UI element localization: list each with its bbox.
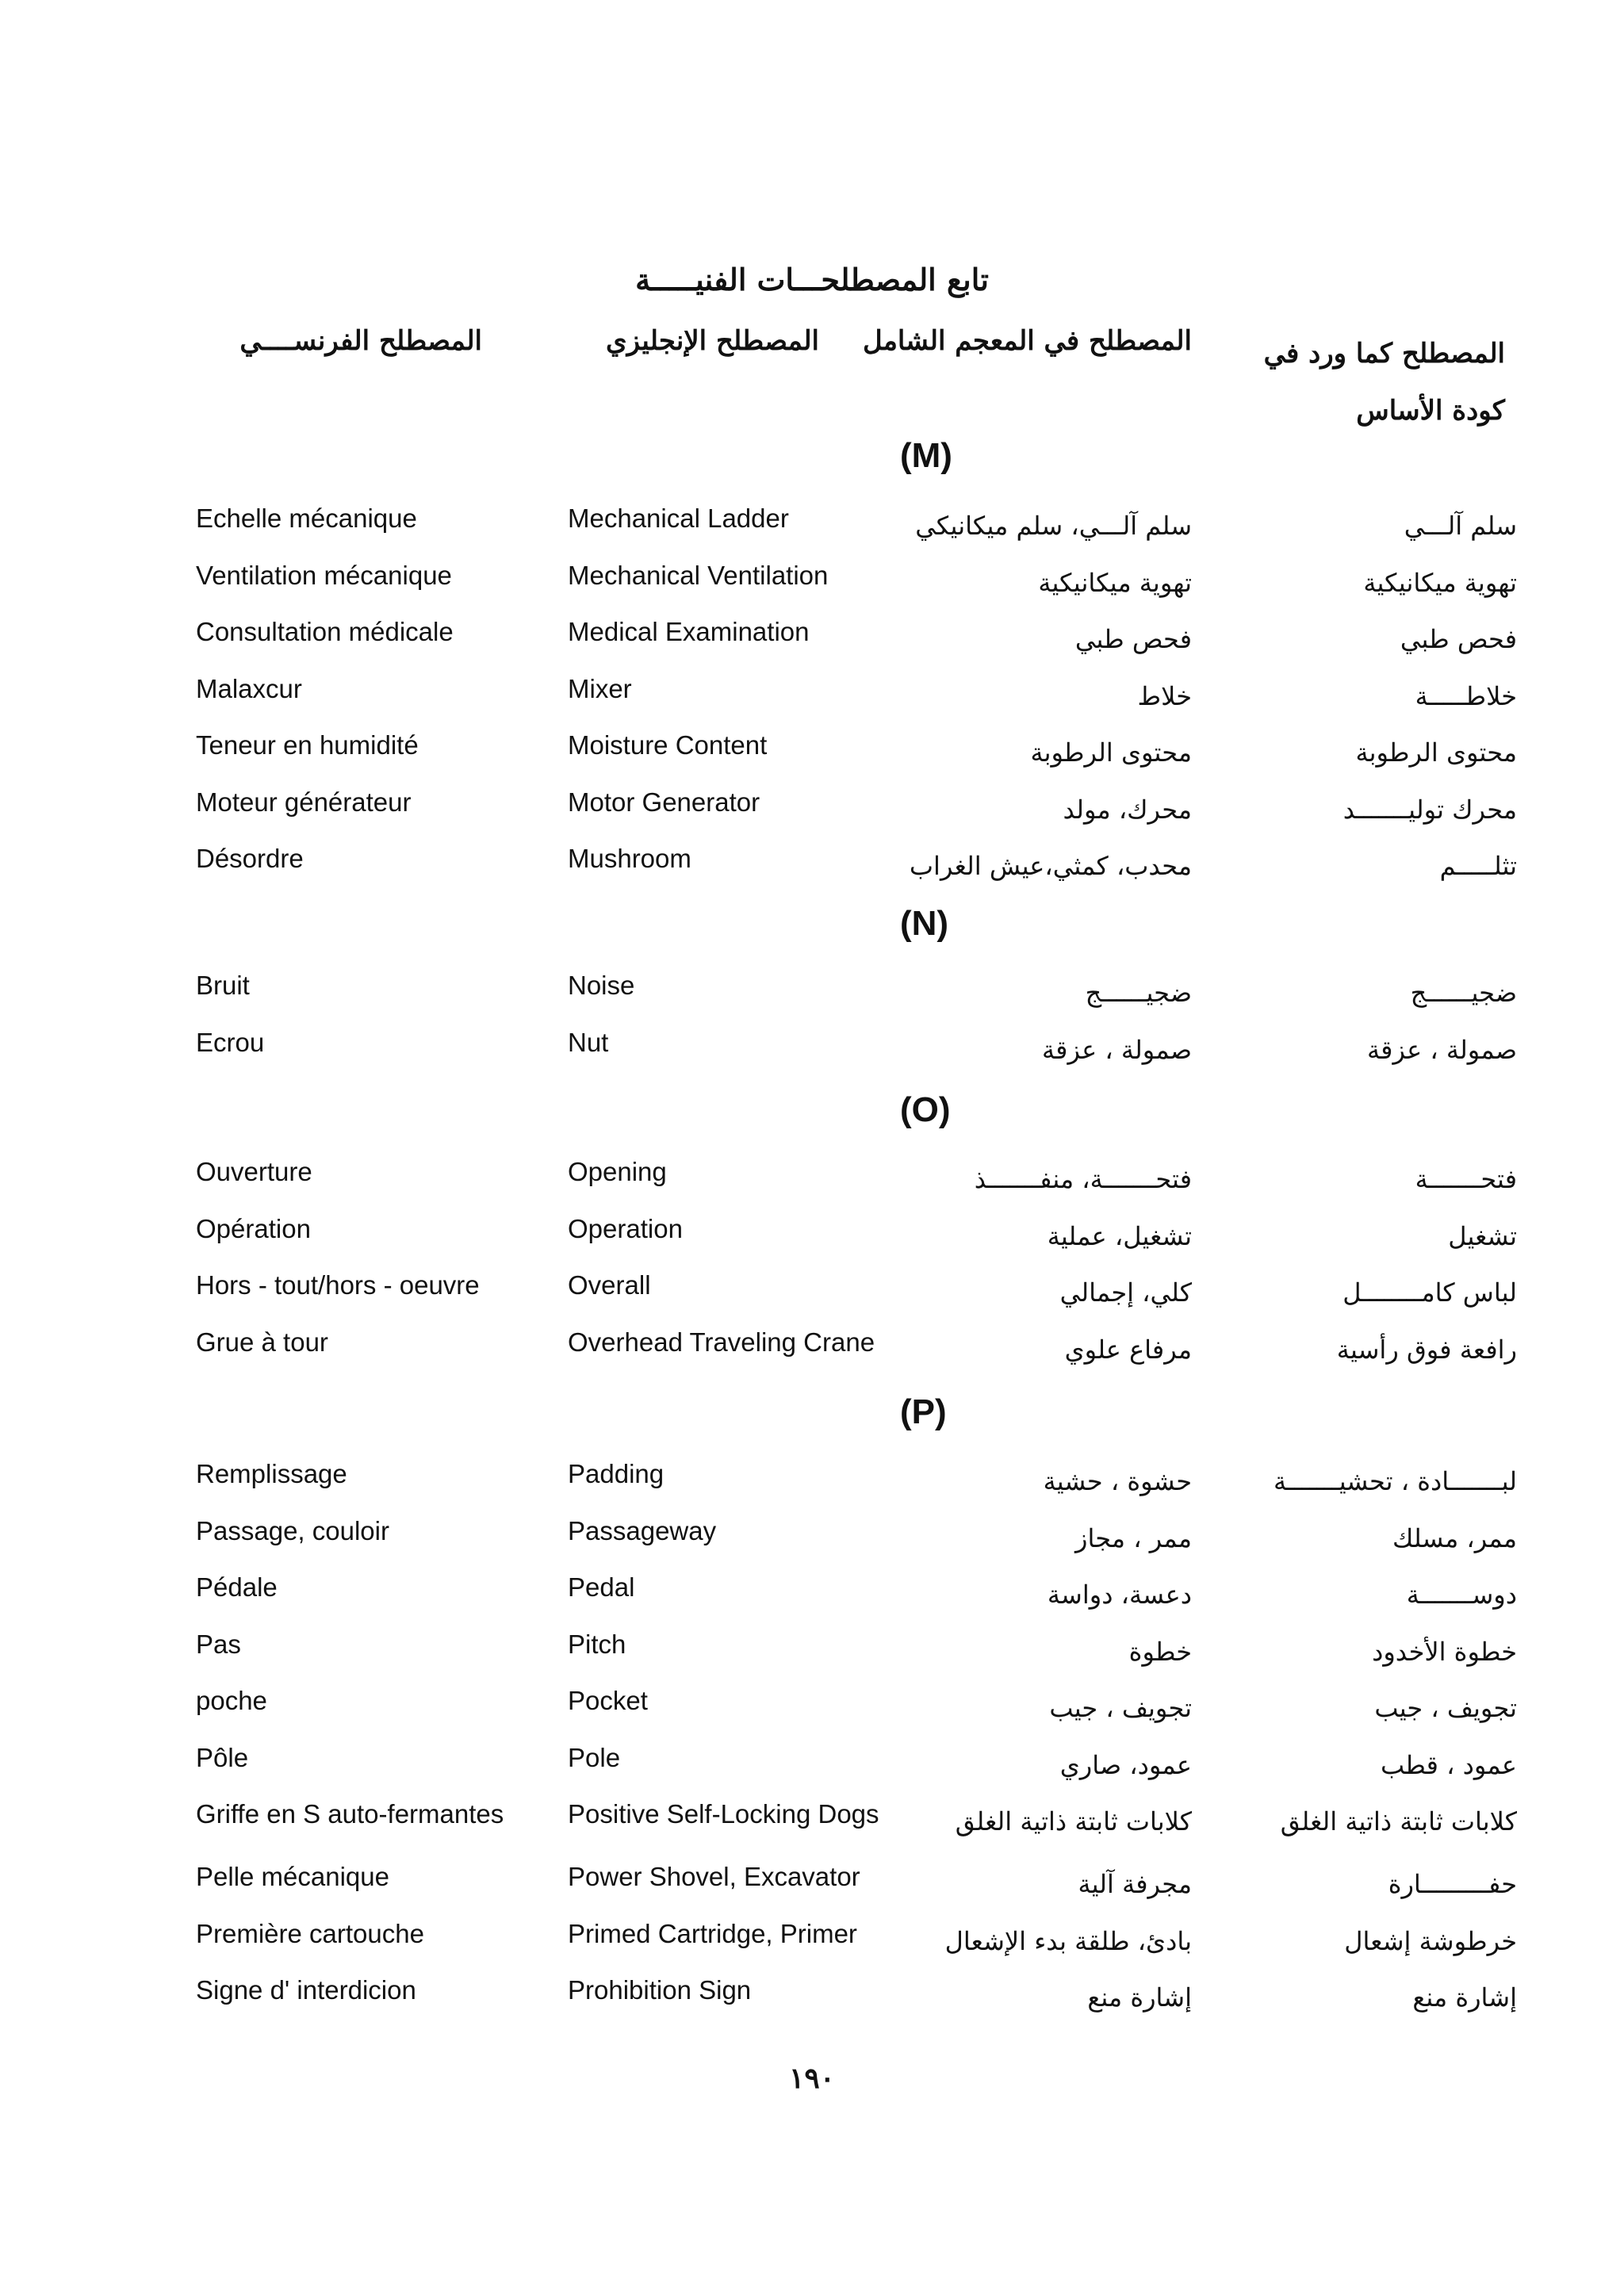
english-term: Primed Cartridge, Primer (568, 1919, 857, 1948)
french-term: Ventilation mécanique (196, 561, 452, 590)
english-term: Mechanical Ventilation (568, 561, 829, 590)
arabic-code-term: خلاطـــــة (1415, 681, 1517, 711)
arabic-comprehensive-term: حشوة ، حشية (1043, 1466, 1192, 1496)
glossary-row (0, 674, 1624, 730)
glossary-row (0, 1743, 1624, 1798)
french-term: Première cartouche (196, 1919, 424, 1948)
page-number: ١٩٠ (788, 2062, 835, 2095)
english-term: Mushroom (568, 844, 691, 873)
arabic-comprehensive-term: صمولة ، عزقة (1042, 1035, 1192, 1065)
french-term: poche (196, 1686, 267, 1715)
arabic-code-term: رافعة فوق رأسية (1336, 1335, 1517, 1365)
arabic-code-term: ضجيــــــج (1410, 978, 1517, 1008)
english-term: Medical Examination (568, 617, 810, 646)
glossary-row (0, 1572, 1624, 1628)
arabic-code-term: إشارة منع (1412, 1982, 1517, 2013)
arabic-code-term: ممر، مسلك (1392, 1523, 1517, 1553)
english-term: Passageway (568, 1516, 717, 1545)
arabic-comprehensive-term: خطوة (1128, 1637, 1192, 1667)
french-term: Signe d' interdicion (196, 1975, 416, 2005)
english-term: Motor Generator (568, 787, 760, 817)
glossary-row (0, 617, 1624, 672)
french-term: Teneur en humidité (196, 730, 419, 760)
arabic-comprehensive-term: مجرفة آلية (1078, 1869, 1192, 1899)
french-term: Griffe en S auto-fermantes (196, 1799, 504, 1829)
arabic-comprehensive-term: محتوى الرطوبة (1030, 737, 1192, 768)
glossary-row (0, 561, 1624, 616)
section-letter-n: (N) (900, 904, 949, 943)
french-term: Grue à tour (196, 1327, 328, 1357)
arabic-code-term: تشغيل (1448, 1221, 1517, 1251)
arabic-comprehensive-term: مرفاع علوي (1064, 1335, 1192, 1365)
arabic-code-term: محتوى الرطوبة (1355, 737, 1517, 768)
arabic-code-term: خطوة الأخدود (1372, 1637, 1517, 1667)
french-term: Remplissage (196, 1459, 347, 1488)
french-term: Ouverture (196, 1157, 312, 1186)
glossary-row (0, 1327, 1624, 1383)
glossary-row (0, 730, 1624, 786)
arabic-comprehensive-term: تجويف ، جيب (1049, 1693, 1192, 1723)
french-term: Pédale (196, 1572, 278, 1602)
english-term: Mixer (568, 674, 632, 703)
french-term: Bruit (196, 971, 250, 1000)
page-title: تابع المصطلحـــات الفنيـــــة (635, 262, 989, 297)
english-term: Operation (568, 1214, 683, 1243)
glossary-row (0, 1459, 1624, 1515)
arabic-code-term: صمولة ، عزقة (1367, 1035, 1517, 1065)
french-term: Pelle mécanique (196, 1862, 389, 1891)
arabic-code-term: حفـــــــــارة (1388, 1869, 1517, 1899)
english-term: Pole (568, 1743, 621, 1772)
french-term: Consultation médicale (196, 617, 454, 646)
glossary-row (0, 1862, 1624, 1917)
glossary-row (0, 1799, 1624, 1855)
arabic-comprehensive-term: إشارة منع (1087, 1982, 1192, 2013)
english-term: Pocket (568, 1686, 648, 1715)
glossary-row (0, 1270, 1624, 1326)
glossary-row (0, 504, 1624, 559)
english-term: Power Shovel, Excavator (568, 1862, 860, 1891)
arabic-comprehensive-term: فحص طبي (1074, 624, 1192, 654)
arabic-comprehensive-term: خلاط (1137, 681, 1192, 711)
french-term: Ecrou (196, 1028, 265, 1057)
french-term: Malaxcur (196, 674, 302, 703)
english-term: Moisture Content (568, 730, 768, 760)
arabic-comprehensive-term: محرك، مولد (1063, 795, 1192, 825)
arabic-comprehensive-term: كلابات ثابتة ذاتية الغلق (955, 1806, 1192, 1836)
glossary-row (0, 844, 1624, 899)
english-term: Positive Self-Locking Dogs (568, 1799, 879, 1829)
french-term: Désordre (196, 844, 304, 873)
english-term: Overall (568, 1270, 651, 1300)
glossary-row (0, 1516, 1624, 1572)
header-arabic-code-term: المصطلح كما ورد في كودة الأساس (1263, 338, 1505, 427)
arabic-code-term: كلابات ثابتة ذاتية الغلق (1280, 1806, 1517, 1836)
english-term: Pitch (568, 1630, 626, 1659)
arabic-code-term: لبـــــــادة ، تحشيـــــــة (1273, 1466, 1517, 1496)
french-term: Echelle mécanique (196, 504, 417, 533)
arabic-comprehensive-term: ضجيــــــج (1085, 978, 1192, 1008)
arabic-code-term: عمود ، قطب (1380, 1750, 1517, 1780)
english-term: Overhead Traveling Crane (568, 1327, 875, 1357)
english-term: Opening (568, 1157, 667, 1186)
english-term: Padding (568, 1459, 665, 1488)
glossary-row (0, 1975, 1624, 2031)
header-french-term: المصطلح الفرنســــي (239, 325, 482, 357)
glossary-row (0, 787, 1624, 843)
english-term: Nut (568, 1028, 609, 1057)
glossary-row (0, 1630, 1624, 1685)
glossary-row (0, 1919, 1624, 1974)
arabic-code-term: لباس كامــــــــل (1342, 1277, 1517, 1308)
arabic-comprehensive-term: بادئ، طلقة بدء الإشعال (944, 1926, 1192, 1956)
section-letter-o: (O) (900, 1090, 951, 1129)
arabic-comprehensive-term: تهوية ميكانيكية (1038, 568, 1192, 598)
english-term: Prohibition Sign (568, 1975, 752, 2005)
arabic-comprehensive-term: ممر ، مجاز (1075, 1523, 1192, 1553)
arabic-comprehensive-term: كلي، إجمالي (1059, 1277, 1192, 1308)
glossary-row (0, 1028, 1624, 1083)
english-term: Pedal (568, 1572, 635, 1602)
arabic-comprehensive-term: تشغيل، عملية (1047, 1221, 1192, 1251)
glossary-row (0, 1157, 1624, 1212)
english-term: Noise (568, 971, 635, 1000)
arabic-code-term: خرطوشة إشعال (1344, 1926, 1517, 1956)
section-letter-m: (M) (900, 436, 952, 475)
header-english-term: المصطلح الإنجليزي (605, 325, 819, 357)
arabic-code-term: دوســـــــة (1406, 1580, 1517, 1610)
arabic-comprehensive-term: محدب، كمثي،عيش الغراب (909, 851, 1192, 881)
arabic-comprehensive-term: دعسة، دواسة (1047, 1580, 1192, 1610)
arabic-code-term: فحص طبي (1400, 624, 1517, 654)
arabic-code-term: تجويف ، جيب (1374, 1693, 1517, 1723)
arabic-comprehensive-term: فتحـــــــة، منفـــــــذ (974, 1164, 1192, 1194)
french-term: Pas (196, 1630, 241, 1659)
glossary-row (0, 971, 1624, 1026)
french-term: Hors - tout/hors - oeuvre (196, 1270, 480, 1300)
english-term: Mechanical Ladder (568, 504, 789, 533)
arabic-code-term: فتحـــــــة (1415, 1164, 1517, 1194)
arabic-comprehensive-term: عمود، صاري (1059, 1750, 1192, 1780)
arabic-code-term: سلم آلـــي (1404, 511, 1517, 541)
section-letter-p: (P) (900, 1392, 947, 1431)
french-term: Opération (196, 1214, 311, 1243)
french-term: Pôle (196, 1743, 249, 1772)
header-arabic-comprehensive-term: المصطلح في المعجم الشامل (862, 325, 1192, 357)
glossary-row (0, 1214, 1624, 1270)
arabic-code-term: محرك توليـــــــد (1342, 795, 1517, 825)
french-term: Moteur générateur (196, 787, 412, 817)
arabic-code-term: تهوية ميكانيكية (1363, 568, 1517, 598)
glossary-row (0, 1686, 1624, 1741)
french-term: Passage, couloir (196, 1516, 389, 1545)
arabic-code-term: تثلـــــم (1439, 851, 1517, 881)
arabic-comprehensive-term: سلم آلـــي، سلم ميكانيكي (915, 511, 1192, 541)
